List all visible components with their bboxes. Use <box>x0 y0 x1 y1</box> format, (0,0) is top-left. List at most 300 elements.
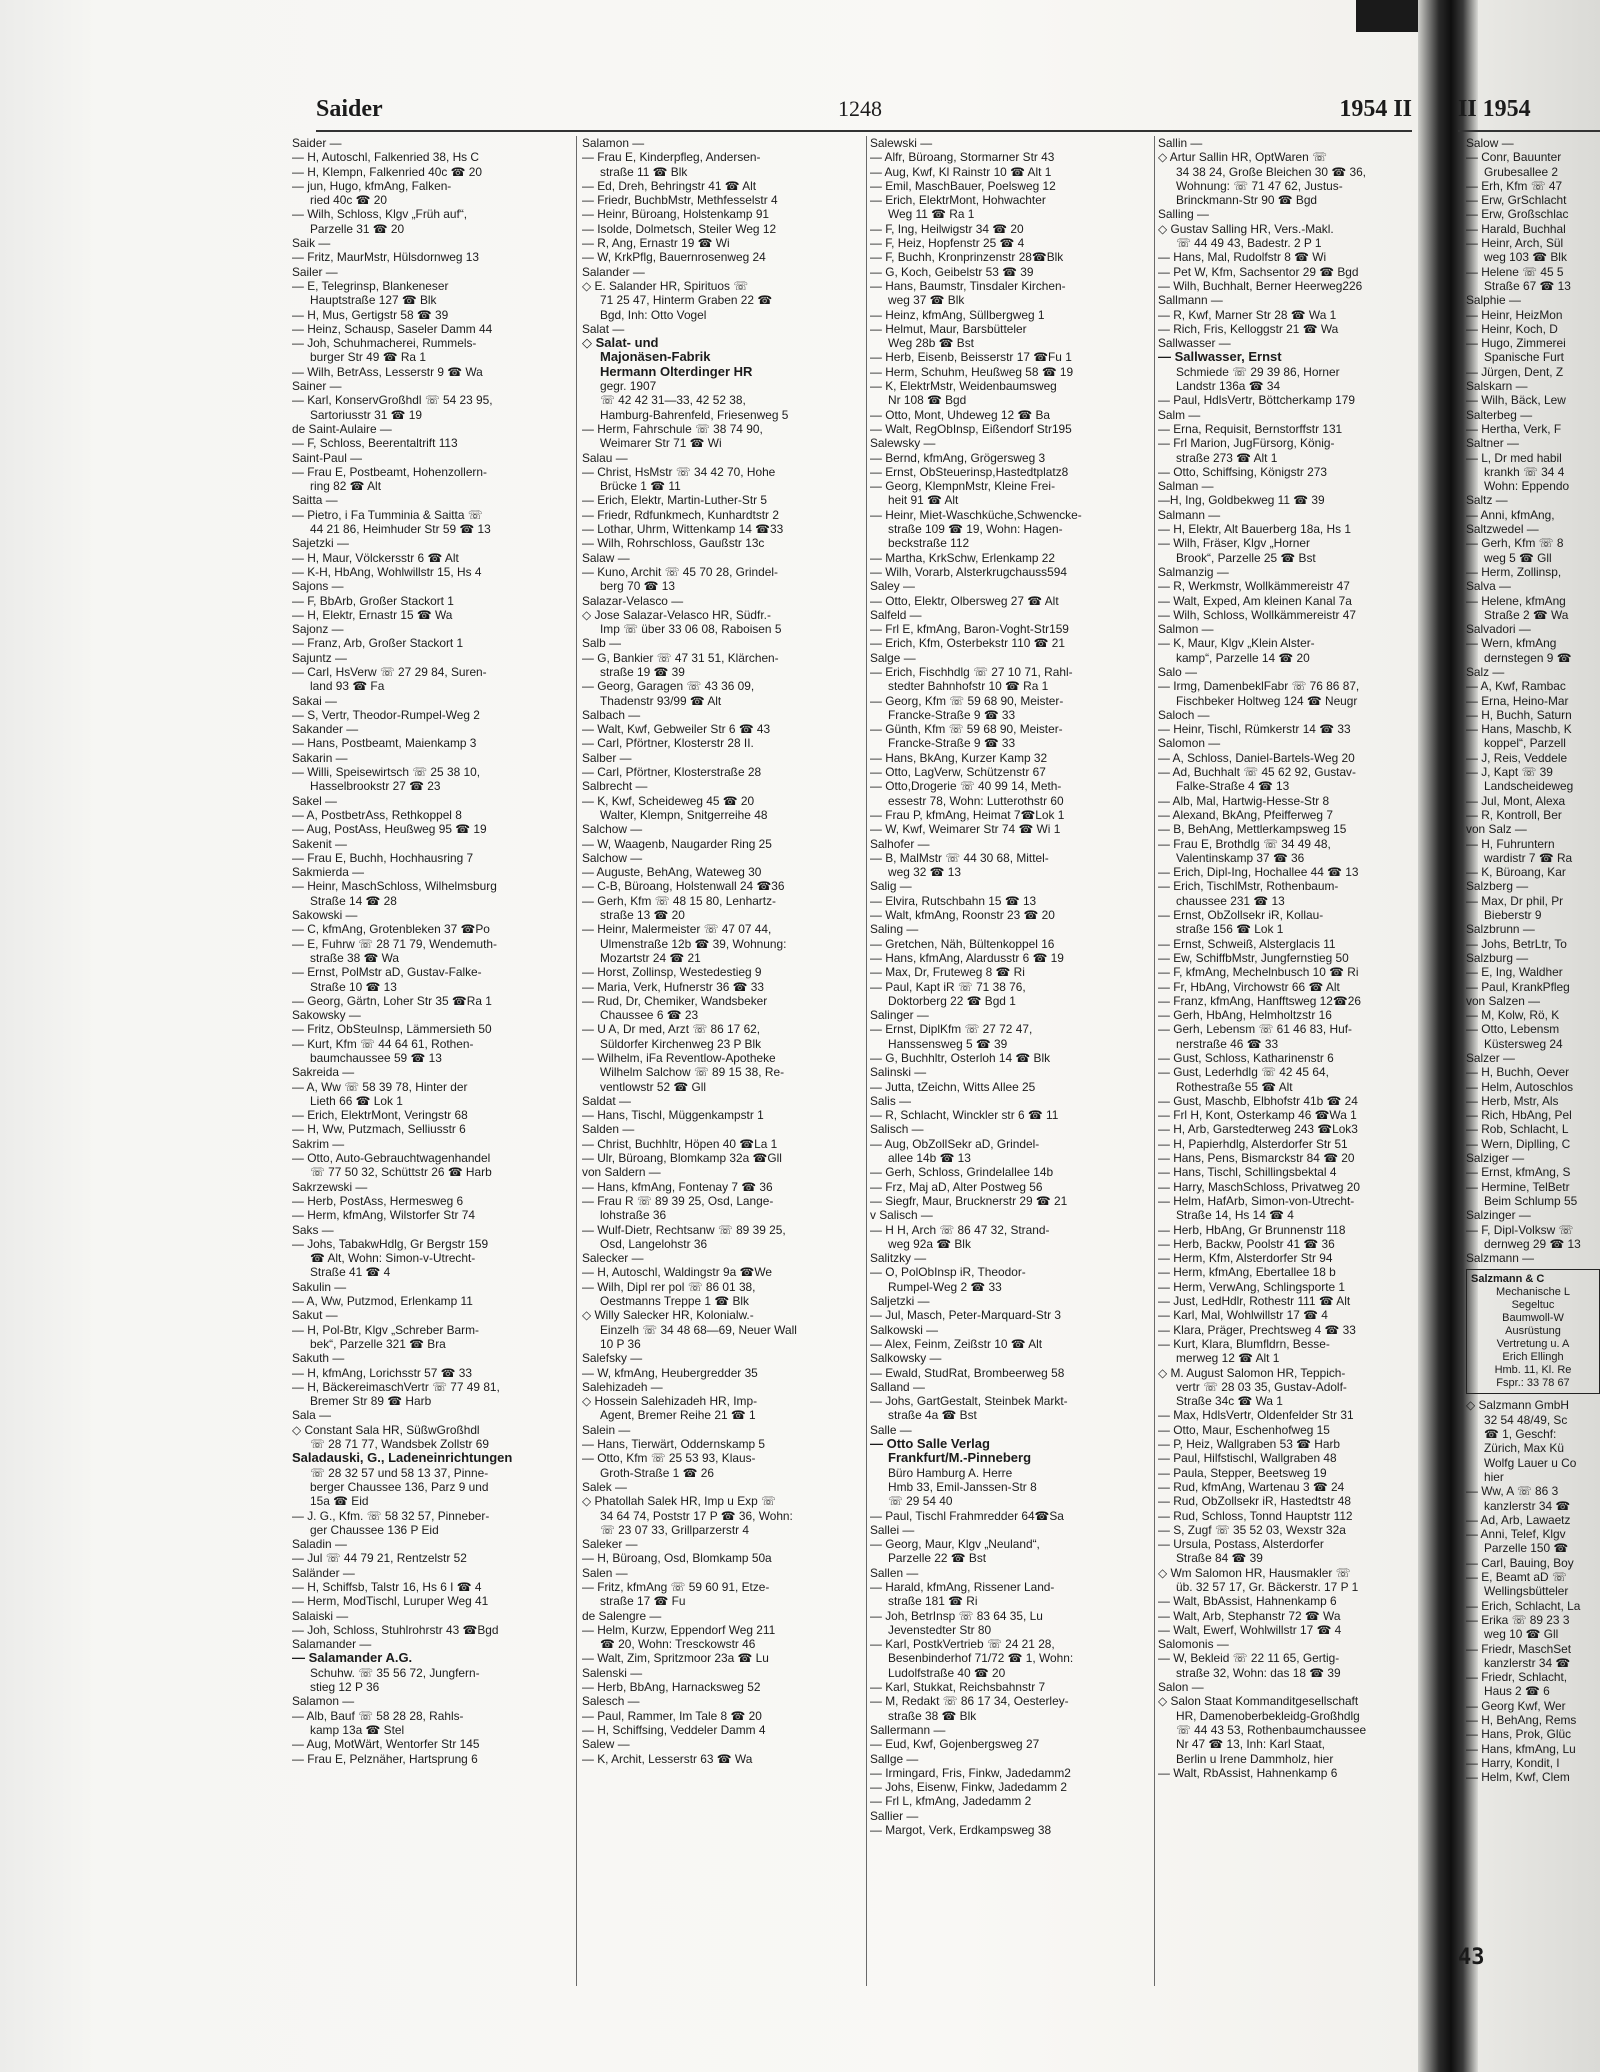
surname-heading: Sajons — <box>292 579 344 594</box>
directory-entry-line: — Walt, RbAssist, Hahnenkamp 6 <box>1158 1765 1338 1780</box>
directory-entry-line: Francke-Straße 9 ☎ 33 <box>888 736 1016 751</box>
directory-entry-line: ◇ Wm Salomon HR, Hausmakler ☏ <box>1158 1565 1351 1580</box>
directory-entry-line: — Elvira, Rutschbahn 15 ☎ 13 <box>870 893 1037 908</box>
directory-entry-line: — Gust, Schloss, Katharinenstr 6 <box>1158 1051 1334 1065</box>
directory-entry-line: ried 40c ☎ 20 <box>310 193 387 208</box>
directory-entry-line: Spanische Furt <box>1484 350 1564 365</box>
directory-entry-line: Mozartstr 24 ☎ 21 <box>600 950 701 965</box>
directory-entry-line: — Helm, Autoschlos <box>1466 1079 1574 1094</box>
directory-entry-line: — Walt, RegObInsp, Eißendorf Str195 <box>870 421 1072 436</box>
directory-entry-line: — Joh, BetrInsp ☏ 83 64 35, Lu <box>870 1608 1043 1623</box>
directory-entry-line: ☎ Alt, Wohn: Simon-v-Utrecht- <box>310 1251 476 1266</box>
page-number: 1248 <box>838 96 882 121</box>
directory-entry-line: — Hans, Pens, Bismarckstr 84 ☎ 20 <box>1158 1151 1355 1166</box>
surname-heading: Salenski — <box>582 1665 643 1680</box>
directory-entry-line: — J. G., Kfm. ☏ 58 32 57, Pinneber- <box>292 1508 490 1523</box>
directory-entry-line: — Ernst, PolMstr aD, Gustav-Falke- <box>292 965 482 980</box>
directory-entry-line: — F, BbArb, Großer Stackort 1 <box>292 593 454 608</box>
directory-entry-line: straße 38 ☎ Wa <box>310 950 400 965</box>
directory-entry-line: allee 14b ☎ 13 <box>888 1151 971 1166</box>
directory-entry-line: — Paul, Kapt iR ☏ 71 38 76, <box>870 979 1026 994</box>
directory-entry-line: — M, Kolw, Rö, K <box>1466 1008 1560 1023</box>
surname-heading: Salzmann — <box>1466 1251 1535 1266</box>
directory-entry-line: — Georg, Gärtn, Loher Str 35 ☎Ra 1 <box>292 993 492 1008</box>
directory-entry-line: — Ernst, Schweiß, Alsterglacis 11 <box>1158 936 1336 951</box>
directory-entry-line: — Karl, Mal, Wohlwillstr 17 ☎ 4 <box>1158 1308 1328 1323</box>
directory-entry-line: — Herm, ModTischl, Luruper Weg 41 <box>292 1594 489 1609</box>
directory-entry-line: — Gerh, Lebensm ☏ 61 46 83, Huf- <box>1158 1022 1352 1037</box>
directory-entry-line: — Wilhelm, iFa Reventlow-Apotheke <box>582 1051 776 1065</box>
directory-entry-line: — Alfr, Büroang, Stormarner Str 43 <box>870 150 1055 165</box>
surname-heading: Salling — <box>1158 207 1209 222</box>
directory-entry-line: straße 109 ☎ 19, Wohn: Hagen- <box>888 522 1063 537</box>
directory-entry-line: — W, KrkPflg, Bauernrosenweg 24 <box>582 250 766 265</box>
next-page-header <box>1458 92 1600 128</box>
directory-entry-line: — Wern, kfmAng <box>1466 636 1557 651</box>
surname-heading: Sallermann — <box>870 1722 946 1737</box>
directory-entry-line: ☏ 44 43 53, Rothenbaumchaussee <box>1176 1722 1367 1737</box>
directory-entry-line: Parzelle 22 ☎ Bst <box>888 1551 987 1566</box>
directory-entry-line: Falke-Straße 4 ☎ 13 <box>1176 779 1290 794</box>
next-page-footer-mark: 43 <box>1458 1945 1485 1970</box>
directory-entry-line: — Rob, Schlacht, L <box>1466 1122 1569 1137</box>
directory-entry-line: ☏ 29 54 40 <box>888 1494 953 1509</box>
advertisement-box <box>1466 1269 1600 1394</box>
directory-entry-line: — Karl, Stukkat, Reichsbahnstr 7 <box>870 1680 1046 1695</box>
directory-entry-line: weg 37 ☎ Blk <box>888 293 965 308</box>
surname-heading: Salecker — <box>582 1251 644 1266</box>
directory-entry-line: — Alex, Feinm, Zeißstr 10 ☎ Alt <box>870 1336 1043 1351</box>
directory-entry-line: Bieberstr 9 <box>1484 908 1542 923</box>
surname-heading: Sakut — <box>292 1308 338 1323</box>
directory-entry-line: — H, BehAng, Rems <box>1466 1712 1577 1727</box>
directory-entry-line: — Joh, Schloss, Stuhlrohrstr 43 ☎Bgd <box>292 1622 499 1637</box>
directory-entry-line: — G, Buchhltr, Osterloh 14 ☎ Blk <box>870 1051 1051 1065</box>
directory-entry-line: — Wilh, Schloss, Wollkämmereistr 47 <box>1158 607 1357 622</box>
directory-entry-line: — Frau E, Postbeamt, Hohenzollern- <box>292 464 487 479</box>
directory-entry-line: — F, kfmAng, Mechelnbusch 10 ☎ Ri <box>1158 965 1359 980</box>
directory-entry-line: chaussee 231 ☎ 13 <box>1176 893 1285 908</box>
directory-entry-line: — Paula, Stepper, Beetsweg 19 <box>1158 1465 1327 1480</box>
directory-entry-line: — W, Kwf, Weimarer Str 74 ☎ Wi 1 <box>870 822 1061 837</box>
surname-heading: Salmon — <box>1158 622 1214 637</box>
surname-heading: Salomonis — <box>1158 1637 1229 1652</box>
surname-heading: Salzinger — <box>1466 1208 1531 1223</box>
directory-entry-line: Haus 2 ☎ 6 <box>1484 1684 1550 1699</box>
directory-entry-line: — Günth, Kfm ☏ 59 68 90, Meister- <box>870 722 1063 737</box>
directory-entry-line: — Wern, Diplling, C <box>1466 1136 1571 1151</box>
directory-entry-line: — Alb, Bauf ☏ 58 28 28, Rahls- <box>292 1708 464 1723</box>
directory-entry-line: — Pet W, Kfm, Sachsentor 29 ☎ Bgd <box>1158 264 1359 279</box>
surname-heading: Sallier — <box>870 1808 919 1823</box>
directory-entry-line: — Herb, Mstr, Als <box>1466 1093 1559 1108</box>
surname-heading: Salau — <box>582 450 628 465</box>
directory-entry-line: Osd, Langelohstr 36 <box>600 1236 708 1251</box>
directory-entry-line: Büro Hamburg A. Herre <box>888 1465 1013 1480</box>
directory-entry-line: Einzelh ☏ 34 48 68—69, Neuer Wall <box>600 1322 797 1337</box>
directory-entry-line: Nr 108 ☎ Bgd <box>888 393 967 408</box>
directory-entry-line: ◇ Artur Sallin HR, OptWaren ☏ <box>1158 150 1327 165</box>
directory-entry-line: — K, ElektrMstr, Weidenbaumsweg <box>870 379 1057 394</box>
directory-entry-line: — Wilh, Vorarb, Alsterkrugchauss594 <box>870 564 1067 579</box>
directory-entry-line: — Rud, Schloss, Tonnd Hauptstr 112 <box>1158 1508 1353 1523</box>
directory-entry-line: — Frau E, Buchh, Hochhausring 7 <box>292 850 474 865</box>
directory-entry-line: — Willi, Speisewirtsch ☏ 25 38 10, <box>292 765 481 780</box>
surname-heading: Saltz — <box>1466 493 1508 508</box>
directory-entry-line: — K, Kwf, Scheideweg 45 ☎ 20 <box>582 793 755 808</box>
directory-entry-line: stedter Bahnhofstr 10 ☎ Ra 1 <box>888 679 1049 694</box>
directory-entry-line: Wellingsbütteler <box>1484 1584 1569 1599</box>
directory-entry-line: straße 181 ☎ Ri <box>888 1594 978 1609</box>
surname-heading: Salomon — <box>1158 736 1221 751</box>
directory-entry-line: — Ursula, Postass, Alsterdorfer <box>1158 1537 1324 1552</box>
surname-heading: Sakai — <box>292 693 337 708</box>
directory-entry-line: baumchaussee 59 ☎ 13 <box>310 1051 442 1065</box>
directory-entry-line: — Aug, Kwf, Kl Rainstr 10 ☎ Alt 1 <box>870 164 1052 179</box>
directory-entry-line: — Ernst, ObZollsekr iR, Kollau- <box>1158 908 1324 923</box>
directory-entry-line: — Frau E, Pelznäher, Hartsprung 6 <box>292 1751 478 1766</box>
directory-entry-line: — Georg, Kfm ☏ 59 68 90, Meister- <box>870 693 1064 708</box>
directory-entry-line: — H, Papierhdlg, Alsterdorfer Str 51 <box>1158 1136 1348 1151</box>
directory-entry-line: — H, Klempn, Falkenried 40c ☎ 20 <box>292 164 482 179</box>
directory-entry-line: — Helene, kfmAng <box>1466 593 1566 608</box>
directory-entry-line: Weg 11 ☎ Ra 1 <box>888 207 975 222</box>
directory-entry-line: — H, Büroang, Osd, Blomkamp 50a <box>582 1551 772 1566</box>
directory-entry-line: Hmb 33, Emil-Janssen-Str 8 <box>888 1479 1037 1494</box>
directory-entry-line: — Otto, Maur, Eschenhofweg 15 <box>1158 1422 1330 1437</box>
directory-entry-line: Süldorfer Kirchenweg 23 P Blk <box>600 1036 762 1051</box>
surname-heading: Salitzky — <box>870 1251 927 1266</box>
directory-entry-line: — Georg Kwf, Wer <box>1466 1698 1566 1713</box>
directory-entry-line: Doktorberg 22 ☎ Bgd 1 <box>888 993 1016 1008</box>
directory-entry-line: — Ulr, Büroang, Blomkamp 32a ☎Gll <box>582 1151 782 1166</box>
directory-entry-line: Parzelle 150 ☎ <box>1484 1541 1569 1556</box>
directory-entry-line: — Walt, BbAssist, Hahnenkamp 6 <box>1158 1594 1337 1609</box>
directory-entry-line: — Otto, LagVerw, Schützenstr 67 <box>870 765 1046 780</box>
directory-entry-line: — Walt, Ewerf, Wohlwillstr 17 ☎ 4 <box>1158 1622 1342 1637</box>
directory-entry-line: Rothestraße 55 ☎ Alt <box>1176 1079 1293 1094</box>
directory-entry-line: Imp ☏ über 33 06 08, Raboisen 5 <box>600 622 782 637</box>
directory-entry-line: ☏ 44 49 43, Badestr. 2 P 1 <box>1176 236 1322 251</box>
directory-entry-line: — A, Kwf, Rambac <box>1466 679 1566 694</box>
directory-entry-line: — H, Schiffsb, Talstr 16, Hs 6 I ☎ 4 <box>292 1579 482 1594</box>
directory-entry-line: nerstraße 46 ☎ 33 <box>1176 1036 1279 1051</box>
directory-entry-line: — Max, Dr phil, Pr <box>1466 893 1564 908</box>
directory-entry-line: Ludolfstraße 40 ☎ 20 <box>888 1665 1006 1680</box>
directory-entry-line: 32 54 48/49, Sc <box>1484 1412 1568 1427</box>
directory-entry-line: bek“, Parzelle 321 ☎ Bra <box>310 1336 446 1351</box>
advertisement-line: Ausrüstung <box>1505 1325 1561 1338</box>
directory-entry-line: — Heinz, kfmAng, Süllbergweg 1 <box>870 307 1045 322</box>
directory-entry-line: — M, Redakt ☏ 86 17 34, Oesterley- <box>870 1694 1069 1709</box>
directory-entry-line: land 93 ☎ Fa <box>310 679 385 694</box>
directory-entry-line: Berlin u Irene Dammholz, hier <box>1176 1751 1334 1766</box>
directory-entry-line: — E, Telegrinsp, Blankeneser <box>292 278 449 293</box>
directory-entry-line: Hamburg-Bahrenfeld, Friesenweg 5 <box>600 407 789 422</box>
surname-heading: Sakowsky — <box>292 1008 361 1023</box>
directory-entry-line: Grubesallee 2 <box>1484 164 1559 179</box>
directory-entry-line: 71 25 47, Hinterm Graben 22 ☎ <box>600 293 773 308</box>
surname-heading: Salkowsky — <box>870 1351 942 1366</box>
directory-entry-line: — Heinz, Schausp, Saseler Damm 44 <box>292 321 493 336</box>
directory-entry-line: Wohnung: ☏ 71 47 62, Justus- <box>1176 178 1343 193</box>
directory-entry-line: merweg 12 ☎ Alt 1 <box>1176 1351 1280 1366</box>
directory-entry-line: ◇ Gustav Salling HR, Vers.-Makl. <box>1158 221 1334 236</box>
directory-entry-line: ◇ Jose Salazar-Velasco HR, Südfr.- <box>582 607 771 622</box>
directory-entry-line: — A, Ww, Putzmod, Erlenkamp 11 <box>292 1294 473 1309</box>
directory-entry-line: vertr ☏ 28 03 35, Gustav-Adolf- <box>1176 1379 1347 1394</box>
directory-entry-line: ☏ 28 71 77, Wandsbek Zollstr 69 <box>310 1437 490 1452</box>
surname-heading: Salein — <box>582 1422 631 1437</box>
directory-entry-line: — Gust, Lederhdlg ☏ 42 45 64, <box>1158 1065 1329 1080</box>
directory-entry-line: Wolfg Lauer u Co <box>1484 1455 1577 1470</box>
surname-heading: Salazar-Velasco — <box>582 593 684 608</box>
directory-entry-line: — Bernd, kfmAng, Grögersweg 3 <box>870 450 1046 465</box>
directory-entry-line: — A, PostbetrAss, Rethkoppel 8 <box>292 807 462 822</box>
directory-entry-line: 34 64 74, Poststr 17 P ☎ 36, Wohn: <box>600 1508 793 1523</box>
surname-heading: von Salzen — <box>1466 993 1541 1008</box>
directory-entry-line: — Hans, kfmAng, Fontenay 7 ☎ 36 <box>582 1179 773 1194</box>
directory-entry-line: — Erich, Fischhdlg ☏ 27 10 71, Rahl- <box>870 664 1073 679</box>
directory-entry-line: ◇ E. Salander HR, Spirituos ☏ <box>582 278 749 293</box>
directory-entry-line: — Herm, VerwAng, Schlingsporte 1 <box>1158 1279 1346 1294</box>
directory-entry-line: Saladauski, G., Ladeneinrichtungen <box>292 1451 513 1466</box>
directory-entry-line: ◇ Hossein Salehizadeh HR, Imp- <box>582 1394 758 1409</box>
directory-entry-line: — Emil, MaschBauer, Poelsweg 12 <box>870 178 1056 193</box>
directory-entry-line: Landscheideweg <box>1484 779 1574 794</box>
directory-entry-line: ◇ Salzmann GmbH <box>1466 1398 1569 1413</box>
directory-entry-line: straße 13 ☎ 20 <box>600 908 685 923</box>
directory-entry-line: — R, Werkmstr, Wollkämmereistr 47 <box>1158 579 1350 594</box>
directory-entry-line: Francke-Straße 9 ☎ 33 <box>888 707 1016 722</box>
directory-entry-line: — Herm, Schuhm, Heußweg 58 ☎ 19 <box>870 364 1074 379</box>
directory-entry-line: — Heinr, Malermeister ☏ 47 07 44, <box>582 922 772 937</box>
directory-entry-line: — Otto, Lebensm <box>1466 1022 1560 1037</box>
surname-heading: Sallwasser — <box>1158 336 1231 351</box>
directory-entry-line: ☎ 1, Geschf: <box>1484 1427 1557 1442</box>
directory-entry-line: — Carl, HsVerw ☏ 27 29 84, Suren- <box>292 664 487 679</box>
column-divider <box>1154 136 1155 1986</box>
directory-entry-line: — Herm, kfmAng, Ebertallee 18 b <box>1158 1265 1336 1280</box>
directory-entry-line: straße 38 ☎ Blk <box>888 1708 977 1723</box>
surname-heading: Salen — <box>582 1565 628 1580</box>
surname-heading: Saling — <box>870 922 919 937</box>
directory-entry-line: — G, Koch, Geibelstr 53 ☎ 39 <box>870 264 1034 279</box>
directory-entry-line: — Conr, Bauunter <box>1466 150 1562 165</box>
directory-entry-line: — Paul, KrankPfleg <box>1466 979 1570 994</box>
directory-entry-line: — A, Ww ☏ 58 39 78, Hinter der <box>292 1079 468 1094</box>
directory-entry-line: — Isolde, Dolmetsch, Steiler Weg 12 <box>582 221 777 236</box>
surname-heading: Salzberg — <box>1466 879 1529 894</box>
directory-entry-line: — Wulf-Dietr, Rechtsanw ☏ 89 39 25, <box>582 1222 786 1237</box>
directory-entry-line: — Wilh, Buchhalt, Berner Heerweg226 <box>1158 278 1363 293</box>
surname-heading: Salber — <box>582 750 632 765</box>
directory-entry-line: Chaussee 6 ☎ 23 <box>600 1008 699 1023</box>
directory-entry-line: — Otto, Elektr, Olbersweg 27 ☎ Alt <box>870 593 1059 608</box>
surname-heading: de Salengre — <box>582 1608 662 1623</box>
directory-entry-line: Nr 47 ☎ 13, Inh: Karl Staat, <box>1176 1737 1325 1752</box>
directory-entry-line: — Helm, Kurzw, Eppendorf Weg 211 <box>582 1622 776 1637</box>
directory-entry-line: — S, Zugf ☏ 35 52 03, Wexstr 32a <box>1158 1522 1346 1537</box>
directory-entry-line: — Hans, BkAng, Kurzer Kamp 32 <box>870 750 1048 765</box>
directory-entry-line: — Walt, kfmAng, Roonstr 23 ☎ 20 <box>870 908 1055 923</box>
directory-entry-line: — Helene ☏ 45 5 <box>1466 264 1564 279</box>
surname-heading: Saljetzki — <box>870 1294 930 1309</box>
surname-heading: Salskarn — <box>1466 379 1528 394</box>
directory-entry-line: Straße 41 ☎ 4 <box>310 1265 391 1280</box>
surname-heading: Salesch — <box>582 1694 640 1709</box>
directory-entry-line: — H, Ww, Putzmach, Selliusstr 6 <box>292 1122 466 1137</box>
directory-entry-line: — H, BäckereimaschVertr ☏ 77 49 81, <box>292 1379 500 1394</box>
directory-entry-line: — Herb, HbAng, Gr Brunnenstr 118 <box>1158 1222 1346 1237</box>
directory-entry-line: — Jul, Mont, Alexa <box>1466 793 1566 808</box>
directory-entry-line: Bremer Str 89 ☎ Harb <box>310 1394 432 1409</box>
surname-heading: Sakreida — <box>292 1065 355 1080</box>
surname-heading: Saley — <box>870 579 915 594</box>
directory-entry-line: — H, kfmAng, Lorichsstr 57 ☎ 33 <box>292 1365 473 1380</box>
surname-heading: Saider — <box>292 136 342 150</box>
directory-entry-line: HR, Damenoberbekleidg-Großhdlg <box>1176 1708 1360 1723</box>
directory-entry-line: — Erw, Großschlac <box>1466 207 1569 222</box>
directory-entry-line: dernweg 29 ☎ 13 <box>1484 1236 1581 1251</box>
directory-entry-line: — F, Heiz, Hopfenstr 25 ☎ 4 <box>870 236 1025 251</box>
directory-entry-line: — H, Maur, Völckersstr 6 ☎ Alt <box>292 550 459 565</box>
surname-heading: Salz — <box>1466 664 1505 679</box>
surname-heading: Salle — <box>870 1422 912 1437</box>
surname-heading: Sailer — <box>292 264 338 279</box>
directory-entry-line: — Christ, Buchhltr, Höpen 40 ☎La 1 <box>582 1136 778 1151</box>
directory-entry-line: — E, Beamt aD ☏ <box>1466 1570 1567 1585</box>
directory-entry-line: — Hans, Maschb, K <box>1466 722 1572 737</box>
surname-heading: Saladin — <box>292 1537 347 1552</box>
surname-heading: Salvadori — <box>1466 622 1531 637</box>
directory-entry-line: — Erna, Requisit, Bernstorffstr 131 <box>1158 421 1343 436</box>
directory-entry-line: heit 91 ☎ Alt <box>888 493 959 508</box>
directory-entry-line: — Irmg, DamenbeklFabr ☏ 76 86 87, <box>1158 679 1360 694</box>
directory-entry-line: — Wilh, Fräser, Klgv „Horner <box>1158 536 1310 551</box>
surname-heading: Saltzwedel — <box>1466 522 1539 537</box>
directory-entry-line: — Harry, MaschSchloss, Privatweg 20 <box>1158 1179 1360 1194</box>
directory-entry-line: — Fritz, kfmAng ☏ 59 60 91, Etze- <box>582 1579 770 1594</box>
directory-entry-line: — Gerh, HbAng, Helmholtzstr 16 <box>1158 1008 1332 1023</box>
directory-entry-line: krankh ☏ 34 4 <box>1484 464 1565 479</box>
directory-entry-line: — S, Vertr, Theodor-Rumpel-Weg 2 <box>292 707 480 722</box>
directory-entry-line: straße 156 ☎ Lok 1 <box>1176 922 1284 937</box>
directory-entry-line: lohstraße 36 <box>600 1208 667 1223</box>
directory-entry-line: — Hermine, TelBetr <box>1466 1179 1570 1194</box>
surname-heading: Sakulin — <box>292 1279 347 1294</box>
surname-heading: Saks — <box>292 1222 334 1237</box>
surname-heading: Salman — <box>1158 479 1214 494</box>
surname-heading: Salchow — <box>582 822 643 837</box>
directory-entry-line: Hermann Olterdinger HR <box>600 364 753 379</box>
directory-entry-line: — Walt, Zim, Spritzmoor 23a ☎ Lu <box>582 1651 769 1666</box>
directory-entry-line: — Anni, kfmAng, <box>1466 507 1555 522</box>
directory-entry-line: — Kurt, Klara, Blumfldrn, Besse- <box>1158 1336 1330 1351</box>
directory-entry-line: — H, Buchh, Oever <box>1466 1065 1570 1080</box>
directory-entry-line: — H, Autoschl, Falkenried 38, Hs C <box>292 150 480 165</box>
surname-heading: Sakander — <box>292 722 359 737</box>
directory-entry-line: — Walt, Exped, Am kleinen Kanal 7a <box>1158 593 1352 608</box>
surname-heading: Salamon — <box>292 1694 355 1709</box>
directory-entry-line: — Karl, PostkVertrieb ☏ 24 21 28, <box>870 1637 1055 1652</box>
directory-entry-line: — Friedr, BuchbMstr, Methfesselstr 4 <box>582 193 778 208</box>
directory-entry-line: — K-H, HbAng, Wohlwillstr 15, Hs 4 <box>292 564 482 579</box>
surname-heading: Salaiski — <box>292 1608 349 1623</box>
directory-entry-line: Landstr 136a ☎ 34 <box>1176 379 1281 394</box>
surname-heading: Salehizadeh — <box>582 1379 663 1394</box>
surname-heading: Salb — <box>582 636 621 651</box>
directory-entry-line: — Rich, HbAng, Pel <box>1466 1108 1572 1123</box>
directory-entry-line: — Helm, HafArb, Simon-von-Utrecht- <box>1158 1193 1355 1208</box>
directory-entry-line: — Frl H, Kont, Osterkamp 46 ☎Wa 1 <box>1158 1108 1357 1123</box>
directory-entry-line: — G, Bankier ☏ 47 31 51, Klärchen- <box>582 650 779 665</box>
directory-entry-line: straße 19 ☎ 39 <box>600 664 685 679</box>
directory-entry-line: — Hugo, Zimmerei <box>1466 336 1566 351</box>
directory-entry-line: ☏ 77 50 32, Schüttstr 26 ☎ Harb <box>310 1165 492 1180</box>
directory-entry-line: — B, BehAng, Mettlerkampsweg 15 <box>1158 822 1347 837</box>
directory-entry-line: — Erich, Kfm, Osterbekstr 110 ☎ 21 <box>870 636 1065 651</box>
directory-entry-line: Lieth 66 ☎ Lok 1 <box>310 1093 403 1108</box>
directory-entry-line: — Fr, HbAng, Virchowstr 66 ☎ Alt <box>1158 979 1340 994</box>
surname-heading: Salphie — <box>1466 293 1521 308</box>
directory-entry-line: — A, Schloss, Daniel-Bartels-Weg 20 <box>1158 750 1355 765</box>
directory-entry-line: — Otto Salle Verlag <box>870 1437 990 1452</box>
surname-heading: Salbach — <box>582 707 641 722</box>
directory-entry-line: — K, Maur, Klgv „Klein Alster- <box>1158 636 1315 651</box>
directory-entry-line: — Eud, Kwf, Gojenbergsweg 27 <box>870 1737 1040 1752</box>
directory-entry-line: Hasselbrookstr 27 ☎ 23 <box>310 779 441 794</box>
directory-entry-line: — Hans, Tischl, Müggenkampstr 1 <box>582 1108 764 1123</box>
directory-entry-line: — Gust, Maschb, Elbhofstr 41b ☎ 24 <box>1158 1093 1358 1108</box>
directory-entry-line: beckstraße 112 <box>888 536 970 551</box>
surname-heading: Salterbeg — <box>1466 407 1533 422</box>
surname-heading: Salzbrunn — <box>1466 922 1535 937</box>
directory-entry-line: — Rud, Dr, Chemiker, Wandsbeker <box>582 993 768 1008</box>
surname-heading: Salamon — <box>582 136 645 150</box>
directory-entry-line: ☏ 23 07 33, Grillparzerstr 4 <box>600 1522 750 1537</box>
directory-entry-line: — Ewald, StudRat, Brombeerweg 58 <box>870 1365 1065 1380</box>
surname-heading: Salm — <box>1158 407 1201 422</box>
directory-entry-line: —H, Ing, Goldbekweg 11 ☎ 39 <box>1158 493 1325 508</box>
directory-entry-line: — Otto, Kfm ☏ 25 53 93, Klaus- <box>582 1451 756 1466</box>
surname-heading: Salziger — <box>1466 1151 1525 1166</box>
directory-entry-line: — Alexand, BkAng, Pfeifferweg 7 <box>1158 807 1333 822</box>
directory-entry-line: — Johs, BetrLtr, To <box>1466 936 1567 951</box>
directory-entry-line: — Carl, Pförtner, Klosterstraße 28 <box>582 765 762 780</box>
directory-entry-line: kanzlerstr 34 ☎ <box>1484 1498 1571 1513</box>
directory-entry-line: — Hans, Tischl, Schillingsbektal 4 <box>1158 1165 1337 1180</box>
surname-heading: Sallge — <box>870 1751 919 1766</box>
surname-heading: de Saint-Aulaire — <box>292 421 392 436</box>
directory-entry-line: — Karl, KonservGroßhdl ☏ 54 23 95, <box>292 393 493 408</box>
directory-entry-line: 10 P 36 <box>600 1336 641 1351</box>
directory-entry-line: — Hans, Postbeamt, Maienkamp 3 <box>292 736 477 751</box>
directory-entry-line: — Rud, kfmAng, Wartenau 3 ☎ 24 <box>1158 1479 1345 1494</box>
surname-heading: Sakenit — <box>292 836 347 851</box>
directory-entry-line: Zürich, Max Kü <box>1484 1441 1564 1456</box>
surname-heading: Salat — <box>582 321 625 336</box>
directory-entry-line: Majonäsen-Fabrik <box>600 350 711 365</box>
directory-entry-line: — Hertha, Verk, F <box>1466 421 1562 436</box>
directory-entry-line: — Paul, Rammer, Im Tale 8 ☎ 20 <box>582 1708 762 1723</box>
directory-entry-line: — H H, Arch ☏ 86 47 32, Strand- <box>870 1222 1050 1237</box>
surname-heading: Salden — <box>582 1122 635 1137</box>
directory-entry-line: — Hans, Baumstr, Tinsdaler Kirchen- <box>870 278 1066 293</box>
surname-heading: Salbrecht — <box>582 779 648 794</box>
directory-entry-line: — Hans, Prok, Glüc <box>1466 1727 1572 1742</box>
directory-entry-line: — Aug, MotWärt, Wentorfer Str 145 <box>292 1737 480 1752</box>
